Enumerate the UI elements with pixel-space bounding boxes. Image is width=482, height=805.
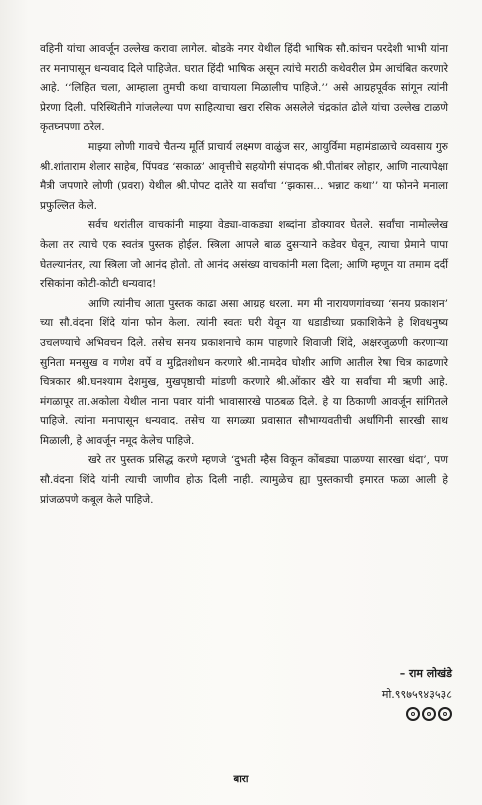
author-name: – राम लोखंडे <box>399 667 452 680</box>
paragraph-2: माझ्या लोणी गावचे चैतन्य मूर्ति प्राचार्य लक्ष्मण वाळुंज सर, आयुर्विमा महामंडाळाचे व्यवसाय गुरु श्री.शांताराम शेलार साहेब, पिंपवड ‘सकाळ’ आवृत्तीचे सहयोगी संपादक श्री.पीतांबर लोहार, आणि नात्यापेक्षा मैत्री जपणारे लोणी (प्रवरा) येथील श्री.पोपट दातेरे या सर्वांचा ‘‘झकास... भन्नाट कथा’’ या फोनने मनाला प्रफुल्लित केले. <box>40 140 448 212</box>
signature-block <box>382 663 452 728</box>
page-number: बारा <box>233 774 249 785</box>
paragraph-3: सर्वच थरांतील वाचकांनी माझ्या वेड्या-वाकड्या शब्दांना डोक्यावर घेतले. सर्वांचा नामोल्लेख केला तर त्याचे एक स्वतंत्र पुस्तक होईल. स्त्रिला आपले बाळ दुसऱ्याने कडेवर घेवून, त्याचा प्रेमाने पापा घेतल्यानंतर, त्या स्त्रिला जो आनंद होतो. तो आनंद असंख्य वाचकांनी मला दिला; आणि म्हणून या तमाम दर्दी रसिकांना कोटी-कोटी धन्यवाद! <box>40 219 448 291</box>
paragraph-4: आणि त्यांनीच आता पुस्तक काढा असा आग्रह धरला. मग मी नारायणगांवच्या ‘सनय प्रकाशन’ च्या सौ.वंदना शिंदे यांना फोन केला. त्यांनी स्वतः घरी येवून या धडाडीच्या प्रकाशिकेने हे शिवधनुष्य उचलण्याचे अभिवचन दिले. तसेच सनय प्रकाशनाचे काम पाहणारे शिवाजी शिंदे, अक्षरजुळणी करणाऱ्या सुनिता मनसुख व गणेश वर्पे व मुद्रितशोधन करणारे श्री.नामदेव घोशीर आणि आतील रेषा चित्र काढणारे चित्रकार श्री.घनश्याम देशमुख, मुखपृष्ठाची मांडणी करणारे श्री.ओंकार खैरे या सर्वांचा मी ऋणी आहे. मंगळापूर ता.अकोला येथील नाना पवार यांनी भावासारखे पाठबळ दिले. हे या ठिकाणी आवर्जून सांगितले पाहिजे. त्यांना मनापासून धन्यवाद. तसेच या सगळ्या प्रवासात सौभाग्यवतीची अर्धांगिनी सारखी साथ मिळाली, हे आवर्जून नमूद केलेच पाहिजे. <box>40 297 448 447</box>
circle-ornament-icon <box>438 707 452 721</box>
paragraph-1: वहिनी यांचा आवर्जून उल्लेख करावा लागेल. बोडके नगर येथील हिंदी भाषिक सौ.कांचन परदेशी भाभी यांना तर मनापासून धन्यवाद दिले पाहिजेत. घरात हिंदी भाषिक असून त्यांचे मराठी कथेवरील प्रेम आचंबित करणारे आहे. ‘‘लिहित चला, आम्हाला तुमची कथा वाचायला मिळालीच पाहिजे.’’ असे आग्रहपूर्वक सांगून त्यांनी प्रेरणा दिली. परिस्थितीने गांजलेल्या पण साहित्याचा खरा रसिक असलेले चंद्रकांत ढोले यांचा उल्लेख टाळणे कृतघ्नपणा ठरेल. <box>40 43 448 134</box>
circle-ornament-icon <box>406 707 420 721</box>
paragraph-5: खरे तर पुस्तक प्रसिद्ध करणे म्हणजे ‘दुभती म्हैस विकून कोंबड्या पाळण्या सारखा धंदा’, पण सौ.वंदना शिंदे यांनी त्याची जाणीव होऊ दिली नाही. त्यामुळेच ह्या पुस्तकाची इमारत फळा आली हे प्रांजळपणे कबूल केले पाहिजे. <box>40 454 448 506</box>
ornament-circles-icon <box>406 707 452 721</box>
author-phone: मो.९९७५९४३५३८ <box>381 688 452 701</box>
page-body <box>40 40 448 510</box>
circle-ornament-icon <box>422 707 436 721</box>
